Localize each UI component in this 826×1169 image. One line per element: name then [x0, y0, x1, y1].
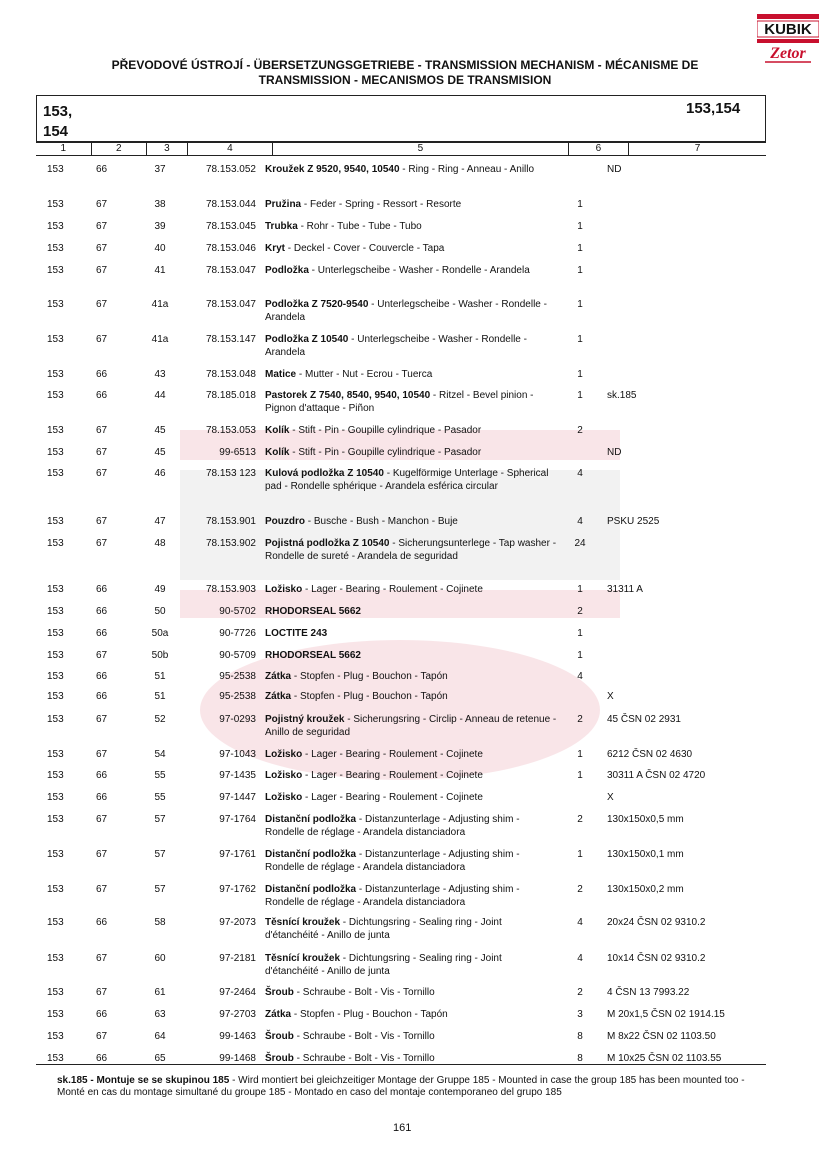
cell-position: 47 — [154, 516, 166, 527]
cell-position: 43 — [154, 369, 166, 380]
part-translations: - Deckel - Cover - Couvercle - Tapa — [285, 243, 445, 254]
cell-page: 67 — [96, 265, 108, 276]
cell-part-number: 97-1764 — [219, 814, 256, 825]
cell-part-number: 90-5702 — [219, 606, 256, 617]
cell-group: 153 — [47, 1009, 64, 1020]
cell-description — [265, 714, 557, 739]
cell-group: 153 — [47, 917, 64, 928]
cell-quantity: 4 — [577, 671, 583, 682]
cell-page: 67 — [96, 814, 108, 825]
section-number-right: 153,154 — [686, 100, 741, 117]
cell-quantity: 1 — [577, 650, 583, 661]
cell-part-number: 97-2703 — [219, 1009, 256, 1020]
part-translations: - Stift - Pin - Goupille cylindrique - Pasador — [289, 447, 482, 458]
part-translations: - Lager - Bearing - Roulement - Cojinete — [302, 584, 483, 595]
part-name: Pouzdro — [265, 516, 305, 527]
cell-position: 55 — [154, 792, 166, 803]
cell-quantity: 1 — [577, 390, 583, 401]
part-translations: - Distanzunterlage - Adjusting shim - Rondelle de réglage - Arandela distanciadora — [265, 814, 520, 838]
cell-position: 45 — [154, 425, 166, 436]
cell-page: 67 — [96, 987, 108, 998]
cell-group: 153 — [47, 792, 64, 803]
cell-group: 153 — [47, 849, 64, 860]
cell-part-number: 78.153.902 — [205, 538, 256, 549]
column-header: 6 — [569, 143, 630, 155]
cell-description — [265, 770, 557, 783]
cell-part-number: 95-2538 — [219, 671, 256, 682]
cell-position: 52 — [154, 714, 166, 725]
part-name: Pojistný kroužek — [265, 714, 345, 725]
cell-note: sk.185 — [607, 390, 637, 401]
cell-page: 66 — [96, 584, 108, 595]
cell-description — [265, 584, 557, 597]
cell-quantity: 1 — [577, 849, 583, 860]
logo-bottom-text: Zetor — [770, 45, 806, 62]
cell-part-number: 78.153.147 — [205, 334, 256, 345]
column-header: 5 — [273, 143, 569, 155]
cell-description — [265, 468, 557, 493]
cell-position: 51 — [154, 671, 166, 682]
table-bottom-rule — [36, 1064, 766, 1065]
cell-part-number: 78.153.044 — [205, 199, 256, 210]
part-name: Pružina — [265, 199, 302, 210]
cell-note: 6212 ČSN 02 4630 — [607, 749, 693, 760]
cell-part-number: 90-7726 — [219, 628, 256, 639]
cell-quantity: 1 — [577, 770, 583, 781]
cell-group: 153 — [47, 468, 64, 479]
cell-quantity: 3 — [577, 1009, 583, 1020]
cell-page: 67 — [96, 299, 108, 310]
cell-group: 153 — [47, 584, 64, 595]
cell-quantity: 2 — [577, 606, 583, 617]
cell-page: 66 — [96, 606, 108, 617]
part-name: Šroub — [265, 1031, 294, 1042]
cell-group: 153 — [47, 770, 64, 781]
cell-note: 130x150x0,2 mm — [607, 884, 684, 895]
cell-page: 67 — [96, 884, 108, 895]
cell-part-number: 97-0293 — [219, 714, 256, 725]
cell-part-number: 78.153.052 — [205, 164, 256, 175]
cell-group: 153 — [47, 516, 64, 527]
cell-page: 66 — [96, 917, 108, 928]
part-name: Ložisko — [265, 792, 303, 803]
part-translations: - Stift - Pin - Goupille cylindrique - Pasador — [289, 425, 482, 436]
part-translations: - Ritzel - Bevel pinion - Pignon d'attaque - Piñon — [265, 390, 534, 414]
footnote-text: - Wird montiert bei gleichzeitiger Montage der Gruppe 185 - Mounted in case the group 185 has been mounted too - Monté en cas du montage simultané du groupe 185 - Montado en caso del montaje contemporaneo del grupo 185 — [57, 1075, 745, 1098]
part-name: RHODORSEAL 5662 — [265, 606, 361, 617]
cell-quantity: 1 — [577, 628, 583, 639]
cell-group: 153 — [47, 1031, 64, 1042]
part-name: Ložisko — [265, 749, 303, 760]
cell-quantity: 1 — [577, 299, 583, 310]
cell-description — [265, 1031, 557, 1044]
cell-note: X — [607, 792, 614, 803]
cell-page: 67 — [96, 516, 108, 527]
cell-quantity: 1 — [577, 334, 583, 345]
cell-page: 67 — [96, 447, 108, 458]
cell-description — [265, 792, 557, 805]
cell-part-number: 90-5709 — [219, 650, 256, 661]
cell-page: 67 — [96, 199, 108, 210]
cell-note: ND — [607, 164, 622, 175]
cell-description — [265, 749, 557, 762]
cell-page: 66 — [96, 390, 108, 401]
cell-position: 46 — [154, 468, 166, 479]
part-name: Šroub — [265, 987, 294, 998]
part-translations: - Unterlegscheibe - Washer - Rondelle - Arandela — [265, 334, 527, 358]
title-line-2: TRANSMISSION - MECANISMOS DE TRANSMISION — [258, 73, 552, 87]
part-name: Kulová podložka Z 10540 — [265, 468, 384, 479]
column-header: 2 — [92, 143, 148, 155]
cell-description — [265, 814, 557, 839]
cell-position: 50 — [154, 606, 166, 617]
cell-page: 67 — [96, 1031, 108, 1042]
part-name: Kolík — [265, 425, 290, 436]
cell-position: 54 — [154, 749, 166, 760]
cell-quantity: 2 — [577, 814, 583, 825]
cell-group: 153 — [47, 749, 64, 760]
part-name: Distanční podložka — [265, 814, 357, 825]
cell-group: 153 — [47, 953, 64, 964]
cell-note: M 8x22 ČSN 02 1103.50 — [607, 1031, 716, 1042]
part-translations: - Kugelförmige Unterlage - Spherical pad - Rondelle sphérique - Arandela esférica circular — [265, 468, 549, 492]
cell-position: 49 — [154, 584, 166, 595]
part-translations: - Feder - Spring - Ressort - Resorte — [301, 199, 462, 210]
part-name: Kryt — [265, 243, 286, 254]
cell-description — [265, 650, 557, 663]
cell-part-number: 78.153.048 — [205, 369, 256, 380]
cell-group: 153 — [47, 299, 64, 310]
cell-note: 30311 A ČSN 02 4720 — [607, 770, 706, 781]
cell-quantity: 2 — [577, 425, 583, 436]
cell-page: 66 — [96, 770, 108, 781]
cell-description — [265, 516, 557, 529]
part-name: Pastorek Z 7540, 8540, 9540, 10540 — [265, 390, 431, 401]
cell-part-number: 97-1447 — [219, 792, 256, 803]
cell-group: 153 — [47, 369, 64, 380]
cell-description — [265, 447, 557, 460]
cell-position: 57 — [154, 849, 166, 860]
page-title — [40, 58, 770, 88]
cell-quantity: 24 — [574, 538, 586, 549]
cell-group: 153 — [47, 691, 64, 702]
column-header: 4 — [188, 143, 273, 155]
footnote — [57, 1075, 767, 1099]
cell-group: 153 — [47, 390, 64, 401]
cell-position: 39 — [154, 221, 166, 232]
part-name: Matice — [265, 369, 297, 380]
cell-position: 65 — [154, 1053, 166, 1064]
cell-note: M 10x25 ČSN 02 1103.55 — [607, 1053, 722, 1064]
cell-position: 48 — [154, 538, 166, 549]
cell-quantity: 4 — [577, 516, 583, 527]
cell-position: 38 — [154, 199, 166, 210]
column-header: 3 — [147, 143, 188, 155]
part-name: Distanční podložka — [265, 884, 357, 895]
cell-position: 63 — [154, 1009, 166, 1020]
cell-page: 67 — [96, 425, 108, 436]
cell-part-number: 78.185.018 — [205, 390, 256, 401]
part-translations: - Schraube - Bolt - Vis - Tornillo — [293, 987, 435, 998]
cell-position: 40 — [154, 243, 166, 254]
cell-part-number: 97-2181 — [219, 953, 256, 964]
cell-part-number: 78.153.901 — [205, 516, 256, 527]
cell-description — [265, 243, 557, 256]
part-translations: - Distanzunterlage - Adjusting shim - Rondelle de réglage - Arandela distanciadora — [265, 849, 520, 873]
cell-group: 153 — [47, 221, 64, 232]
cell-group: 153 — [47, 714, 64, 725]
part-translations: - Stopfen - Plug - Bouchon - Tapón — [291, 1009, 448, 1020]
cell-position: 51 — [154, 691, 166, 702]
cell-page: 67 — [96, 221, 108, 232]
part-translations: - Unterlegscheibe - Washer - Rondelle - Arandela — [308, 265, 530, 276]
cell-position: 50a — [151, 628, 169, 639]
part-name: Trubka — [265, 221, 298, 232]
cell-page: 66 — [96, 164, 108, 175]
cell-description — [265, 538, 557, 563]
cell-position: 58 — [154, 917, 166, 928]
section-frame — [36, 95, 766, 142]
cell-group: 153 — [47, 987, 64, 998]
cell-group: 153 — [47, 650, 64, 661]
cell-description — [265, 299, 557, 324]
part-name: Podložka — [265, 265, 309, 276]
part-translations: - Lager - Bearing - Roulement - Cojinete — [302, 770, 483, 781]
cell-part-number: 78.153.045 — [205, 221, 256, 232]
cell-note: 31311 A — [607, 584, 643, 595]
cell-part-number: 97-1762 — [219, 884, 256, 895]
cell-note: PSKU 2525 — [607, 516, 660, 527]
part-translations: - Dichtungsring - Sealing ring - Joint d'étanchéité - Anillo de junta — [265, 953, 502, 977]
cell-note: 10x14 ČSN 02 9310.2 — [607, 953, 706, 964]
cell-part-number: 78.153.053 — [205, 425, 256, 436]
cell-group: 153 — [47, 243, 64, 254]
cell-page: 66 — [96, 628, 108, 639]
cell-description — [265, 390, 557, 415]
cell-note: 20x24 ČSN 02 9310.2 — [607, 917, 706, 928]
cell-position: 45 — [154, 447, 166, 458]
cell-position: 41a — [151, 299, 169, 310]
cell-quantity: 4 — [577, 917, 583, 928]
cell-group: 153 — [47, 199, 64, 210]
cell-page: 66 — [96, 1053, 108, 1064]
cell-page: 67 — [96, 243, 108, 254]
part-name: Podložka Z 10540 — [265, 334, 349, 345]
cell-page: 66 — [96, 691, 108, 702]
part-translations: - Stopfen - Plug - Bouchon - Tapón — [291, 671, 448, 682]
cell-page: 67 — [96, 953, 108, 964]
cell-description — [265, 164, 557, 177]
cell-quantity: 1 — [577, 221, 583, 232]
cell-note: M 20x1,5 ČSN 02 1914.15 — [607, 1009, 725, 1020]
part-translations: - Lager - Bearing - Roulement - Cojinete — [302, 749, 483, 760]
part-name: Ložisko — [265, 584, 303, 595]
cell-description — [265, 1009, 557, 1022]
cell-description — [265, 369, 557, 382]
part-translations: - Busche - Bush - Manchon - Buje — [305, 516, 458, 527]
part-translations: - Schraube - Bolt - Vis - Tornillo — [293, 1031, 435, 1042]
cell-part-number: 78.153.903 — [205, 584, 256, 595]
cell-part-number: 97-1435 — [219, 770, 256, 781]
cell-position: 50b — [151, 650, 169, 661]
cell-description — [265, 606, 557, 619]
cell-description — [265, 849, 557, 874]
part-translations: - Ring - Ring - Anneau - Anillo — [399, 164, 535, 175]
cell-quantity: 1 — [577, 265, 583, 276]
cell-part-number: 97-1761 — [219, 849, 256, 860]
cell-page: 66 — [96, 671, 108, 682]
cell-position: 55 — [154, 770, 166, 781]
cell-note: X — [607, 691, 614, 702]
page-number: 161 — [393, 1122, 412, 1134]
cell-group: 153 — [47, 425, 64, 436]
cell-part-number: 99-1463 — [219, 1031, 256, 1042]
part-translations: - Lager - Bearing - Roulement - Cojinete — [302, 792, 483, 803]
title-line-1: PŘEVODOVÉ ÚSTROJÍ - ÜBERSETZUNGSGETRIEBE - TRANSMISSION MECHANISM - MÉCANISME DE — [111, 58, 699, 72]
part-name: Kolík — [265, 447, 290, 458]
part-name: RHODORSEAL 5662 — [265, 650, 361, 661]
cell-part-number: 99-6513 — [219, 447, 256, 458]
cell-position: 64 — [154, 1031, 166, 1042]
cell-quantity: 1 — [577, 243, 583, 254]
part-name: Kroužek Z 9520, 9540, 10540 — [265, 164, 400, 175]
part-translations: - Dichtungsring - Sealing ring - Joint d'étanchéité - Anillo de junta — [265, 917, 502, 941]
cell-quantity: 1 — [577, 199, 583, 210]
cell-group: 153 — [47, 814, 64, 825]
column-header: 7 — [694, 143, 701, 154]
column-header-row — [36, 142, 766, 156]
cell-position: 41 — [154, 265, 166, 276]
cell-group: 153 — [47, 265, 64, 276]
cell-position: 57 — [154, 814, 166, 825]
cell-quantity: 1 — [577, 584, 583, 595]
cell-description — [265, 917, 557, 942]
cell-page: 67 — [96, 749, 108, 760]
cell-description — [265, 265, 557, 278]
part-name: Těsnící kroužek — [265, 953, 341, 964]
cell-description — [265, 884, 557, 909]
cell-description — [265, 221, 557, 234]
cell-part-number: 97-1043 — [219, 749, 256, 760]
cell-position: 41a — [151, 334, 169, 345]
cell-quantity: 8 — [577, 1031, 583, 1042]
cell-description — [265, 425, 557, 438]
cell-part-number: 78.153.046 — [205, 243, 256, 254]
part-name: Zátka — [265, 1009, 292, 1020]
cell-description — [265, 691, 557, 704]
cell-position: 61 — [154, 987, 166, 998]
section-left-line-2: 154 — [43, 123, 69, 140]
cell-page: 67 — [96, 650, 108, 661]
cell-note: 4 ČSN 13 7993.22 — [607, 987, 690, 998]
cell-quantity: 2 — [577, 714, 583, 725]
part-name: LOCTITE 243 — [265, 628, 328, 639]
part-name: Těsnící kroužek — [265, 917, 341, 928]
cell-part-number: 78.153.047 — [205, 265, 256, 276]
cell-description — [265, 628, 557, 641]
part-name: Ložisko — [265, 770, 303, 781]
cell-note: 130x150x0,5 mm — [607, 814, 684, 825]
cell-part-number: 99-1468 — [219, 1053, 256, 1064]
cell-quantity: 2 — [577, 987, 583, 998]
section-number-left — [43, 102, 72, 142]
section-left-line-1: 153, — [43, 103, 73, 120]
cell-note: 130x150x0,1 mm — [607, 849, 684, 860]
cell-part-number: 78.153 123 — [205, 468, 256, 479]
cell-part-number: 97-2073 — [219, 917, 256, 928]
part-name: Pojistná podložka Z 10540 — [265, 538, 390, 549]
cell-description — [265, 987, 557, 1000]
part-translations: - Sicherungsunterlege - Tap washer - Rondelle de sureté - Arandela de seguridad — [265, 538, 557, 562]
part-translations: - Mutter - Nut - Ecrou - Tuerca — [296, 369, 433, 380]
cell-group: 153 — [47, 671, 64, 682]
footnote-bold: sk.185 - Montuje se se skupinou 185 — [57, 1075, 230, 1086]
part-translations: - Distanzunterlage - Adjusting shim - Rondelle de réglage - Arandela distanciadora — [265, 884, 520, 908]
cell-group: 153 — [47, 628, 64, 639]
logo-top-text: KUBIK — [764, 21, 812, 38]
cell-quantity: 4 — [577, 953, 583, 964]
cell-description — [265, 334, 557, 359]
cell-description — [265, 671, 557, 684]
cell-page: 66 — [96, 369, 108, 380]
part-name: Šroub — [265, 1053, 294, 1064]
cell-note: ND — [607, 447, 622, 458]
cell-group: 153 — [47, 884, 64, 895]
cell-quantity: 4 — [577, 468, 583, 479]
part-name: Zátka — [265, 671, 292, 682]
cell-page: 66 — [96, 1009, 108, 1020]
part-translations: - Rohr - Tube - Tube - Tubo — [297, 221, 422, 232]
cell-position: 57 — [154, 884, 166, 895]
part-translations: - Schraube - Bolt - Vis - Tornillo — [293, 1053, 435, 1064]
cell-note: 45 ČSN 02 2931 — [607, 714, 681, 725]
cell-quantity: 1 — [577, 749, 583, 760]
cell-part-number: 97-2464 — [219, 987, 256, 998]
cell-page: 67 — [96, 714, 108, 725]
cell-page: 67 — [96, 849, 108, 860]
cell-group: 153 — [47, 606, 64, 617]
cell-page: 67 — [96, 538, 108, 549]
cell-page: 66 — [96, 792, 108, 803]
part-name: Distanční podložka — [265, 849, 357, 860]
cell-group: 153 — [47, 164, 64, 175]
cell-position: 60 — [154, 953, 166, 964]
cell-quantity: 2 — [577, 884, 583, 895]
cell-page: 67 — [96, 334, 108, 345]
part-translations: - Unterlegscheibe - Washer - Rondelle - Arandela — [265, 299, 547, 323]
part-translations: - Stopfen - Plug - Bouchon - Tapón — [291, 691, 448, 702]
cell-part-number: 95-2538 — [219, 691, 256, 702]
cell-quantity: 8 — [577, 1053, 583, 1064]
column-header: 1 — [36, 143, 92, 155]
part-name: Podložka Z 7520-9540 — [265, 299, 369, 310]
cell-description — [265, 953, 557, 978]
cell-position: 37 — [154, 164, 166, 175]
part-translations: - Sicherungsring - Circlip - Anneau de retenue - Anillo de seguridad — [265, 714, 557, 738]
cell-position: 44 — [154, 390, 166, 401]
cell-group: 153 — [47, 447, 64, 458]
cell-group: 153 — [47, 334, 64, 345]
cell-description — [265, 199, 557, 212]
cell-group: 153 — [47, 1053, 64, 1064]
part-name: Zátka — [265, 691, 292, 702]
cell-page: 67 — [96, 468, 108, 479]
cell-part-number: 78.153.047 — [205, 299, 256, 310]
cell-quantity: 1 — [577, 369, 583, 380]
cell-group: 153 — [47, 538, 64, 549]
